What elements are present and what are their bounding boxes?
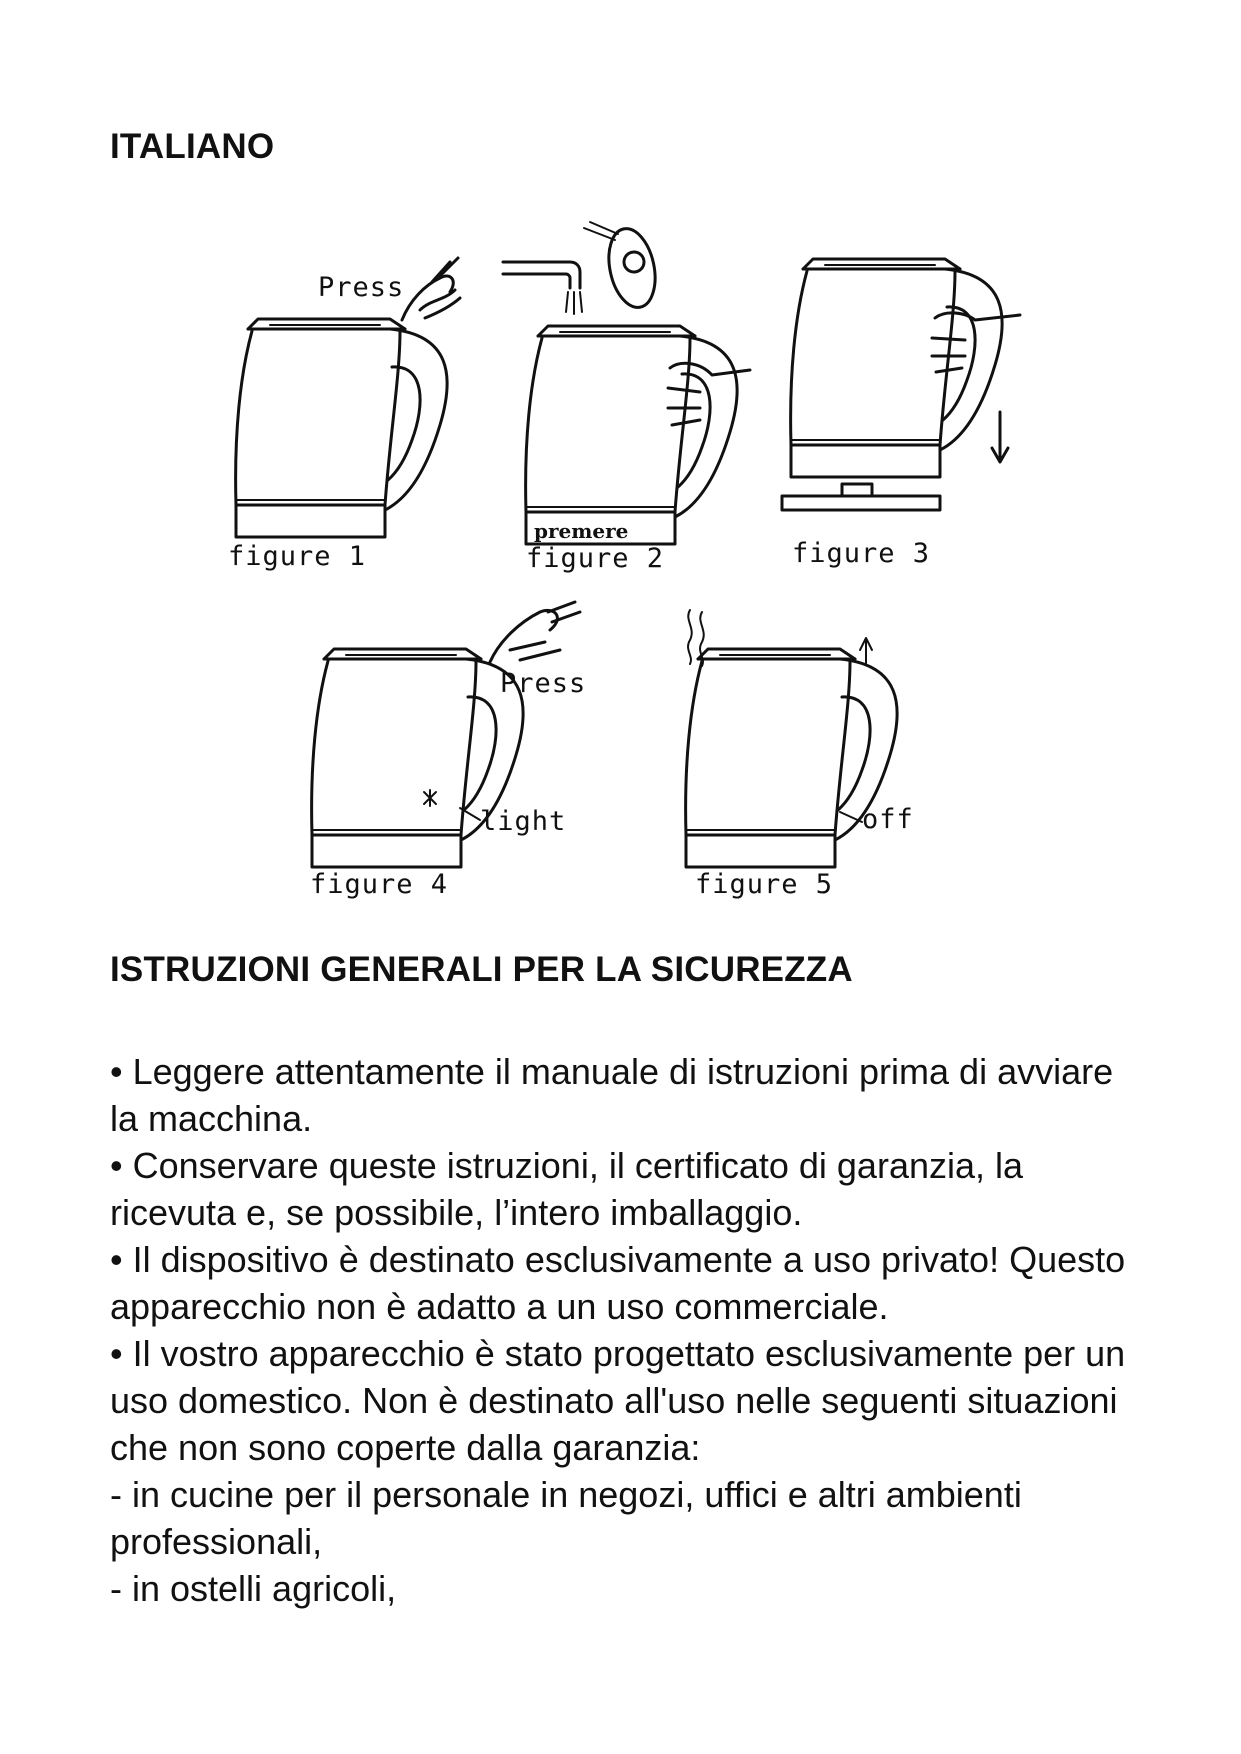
safety-title: ISTRUZIONI GENERALI PER LA SICUREZZA — [110, 950, 853, 989]
figure-5-caption: figure 5 — [695, 869, 834, 900]
instruction-line: • Il vostro apparecchio è stato progettato esclusivamente per un uso domestico. Non è destinato all'uso nelle seguenti situazioni che non sono coperte dalla garanzia: — [110, 1333, 1126, 1468]
water-tap-icon — [503, 262, 582, 314]
figure-5 — [686, 610, 914, 900]
figure-1-caption: figure 1 — [228, 541, 367, 572]
safety-instructions — [110, 1048, 1150, 1612]
instruction-line: • Il dispositivo è destinato esclusivamente a uso privato! Questo apparecchio non è adatto a un uso commerciale. — [110, 1239, 1126, 1327]
instruction-line: • Leggere attentamente il manuale di istruzioni prima di avviare la macchina. — [110, 1051, 1114, 1139]
figure-4-caption: figure 4 — [310, 869, 449, 900]
figure-2-caption: figure 2 — [526, 543, 665, 574]
figure-2 — [503, 222, 750, 574]
section-title: ITALIANO — [110, 127, 275, 166]
pressing-hand-icon — [402, 258, 460, 320]
instruction-line: • Conservare queste istruzioni, il certificato di garanzia, la ricevuta e, se possibile, l’intero imballaggio. — [110, 1145, 1024, 1233]
instruction-line: - in cucine per il personale in negozi, uffici e altri ambienti professionali, — [110, 1474, 1022, 1562]
figure-4-press-label: Press — [500, 668, 587, 699]
figure-3 — [782, 259, 1020, 569]
figure-5-off-label: off — [862, 804, 914, 835]
figure-4-light-label: light — [480, 806, 567, 837]
figure-3-caption: figure 3 — [792, 538, 931, 569]
instruction-line: - in ostelli agricoli, — [110, 1568, 397, 1609]
figure-2-premere-label: premere — [534, 519, 629, 543]
light-indicator-icon — [424, 790, 480, 820]
figure-1 — [228, 258, 460, 572]
pressing-hand-icon — [490, 602, 580, 662]
figure-1-press-label: Press — [318, 272, 405, 303]
power-base-icon — [782, 484, 940, 510]
down-arrow-icon — [992, 412, 1008, 462]
up-arrow-icon — [860, 638, 872, 665]
figure-4 — [310, 602, 586, 900]
open-lid-icon — [584, 222, 662, 312]
